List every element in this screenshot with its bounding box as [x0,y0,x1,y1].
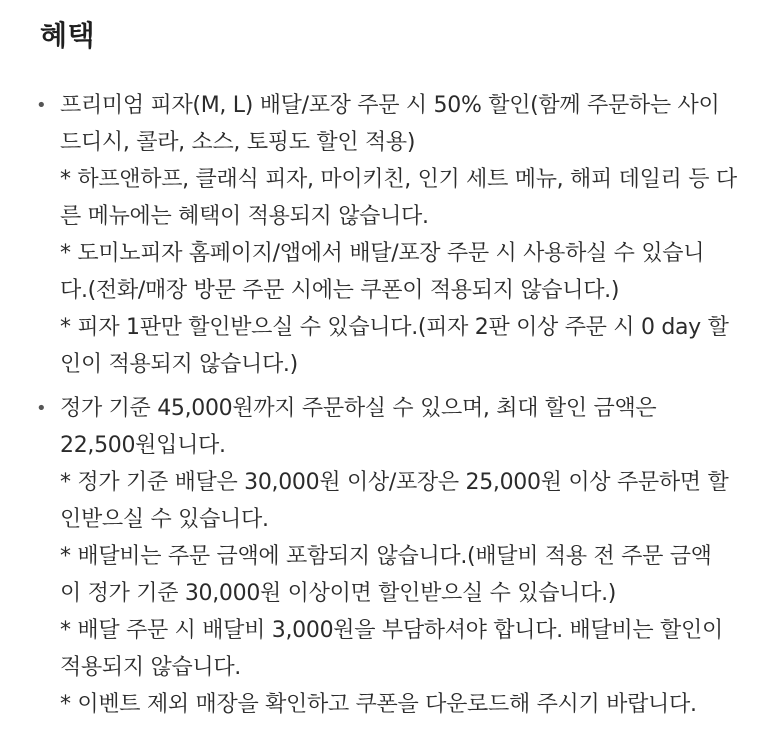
benefit-line: * 하프앤하프, 클래식 피자, 마이키친, 인기 세트 메뉴, 해피 데일리 등 다 [60,167,737,192]
bullet-icon: • [36,398,47,419]
benefit-line: * 정가 기준 배달은 30,000원 이상/포장은 25,000원 이상 주문하면 할 [60,470,729,495]
benefit-line: * 이벤트 제외 매장을 확인하고 쿠폰을 다운로드해 주시기 바랍니다. [60,692,697,717]
section-heading: 혜택 [40,19,96,52]
benefit-line: 정가 기준 45,000원까지 주문하실 수 있으며, 최대 할인 금액은 [60,396,657,421]
benefit-line: 인이 적용되지 않습니다.) [60,352,298,377]
benefit-line: 이 정가 기준 30,000원 이상이면 할인받으실 수 있습니다.) [60,581,617,606]
benefit-line: 22,500원입니다. [60,433,226,458]
benefit-line: 프리미엄 피자(M, L) 배달/포장 주문 시 50% 할인(함께 주문하는 사이 [60,93,720,118]
benefit-line: 른 메뉴에는 혜택이 적용되지 않습니다. [60,204,429,229]
benefit-line: * 배달 주문 시 배달비 3,000원을 부담하셔야 합니다. 배달비는 할인이 [60,618,723,643]
benefit-line: * 피자 1판만 할인받으실 수 있습니다.(피자 2판 이상 주문 시 0 day 할 [60,315,729,340]
bullet-icon: • [36,95,47,116]
benefit-line: * 도미노피자 홈페이지/앱에서 배달/포장 주문 시 사용하실 수 있습니 [60,241,705,266]
benefit-line: 다.(전화/매장 방문 주문 시에는 쿠폰이 적용되지 않습니다.) [60,278,620,303]
benefit-line: 인받으실 수 있습니다. [60,507,269,532]
benefit-line: 적용되지 않습니다. [60,655,242,680]
benefit-line: * 배달비는 주문 금액에 포함되지 않습니다.(배달비 적용 전 주문 금액 [60,544,712,569]
benefit-line: 드디시, 콜라, 소스, 토핑도 할인 적용) [60,130,416,155]
